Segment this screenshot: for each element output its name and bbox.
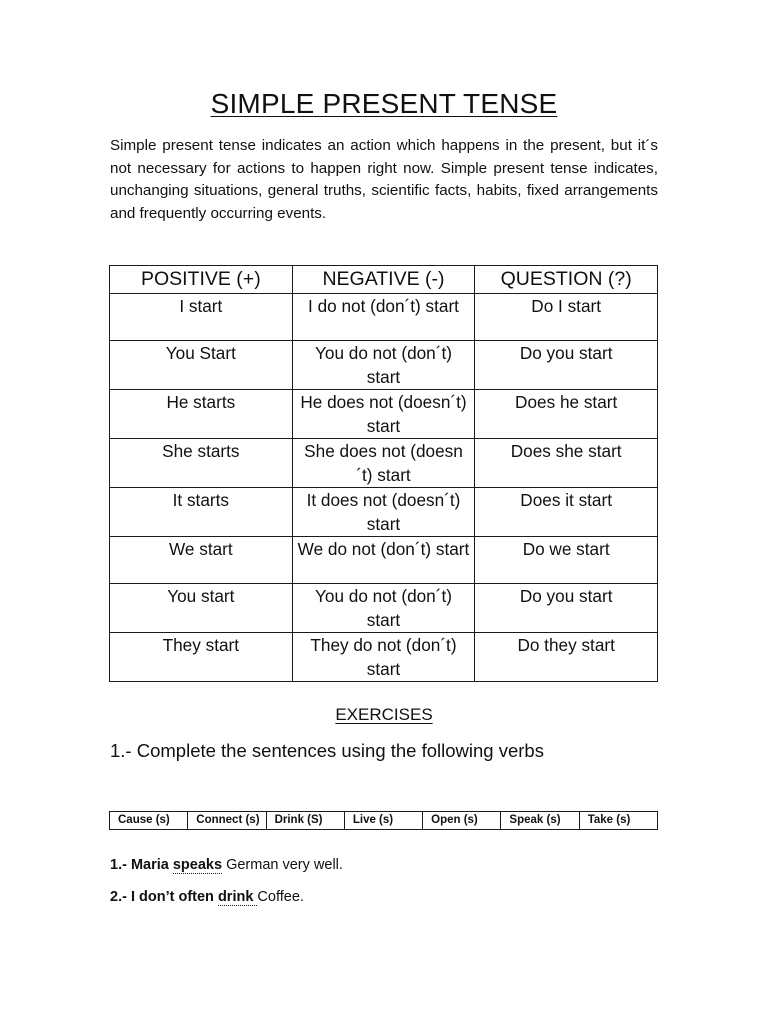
positive-cell: You Start <box>110 341 293 390</box>
page-title: SIMPLE PRESENT TENSE <box>210 88 558 119</box>
table-row <box>110 439 658 488</box>
negative-cell: You do not (don´t) start <box>292 584 475 633</box>
exercise-sentence-2 <box>110 889 304 905</box>
negative-cell: We do not (don´t) start <box>292 537 475 584</box>
positive-cell: He starts <box>110 390 293 439</box>
intro-paragraph: Simple present tense indicates an action which happens in the present, but it´s not necessary for actions to happen right now. Simple present tense indicates, unchanging situations, general truths, scientific facts, habits, fixed arrangements and frequently occurring events. <box>110 137 658 222</box>
sentence-prefix: 2.- I don’t often <box>110 889 218 905</box>
sentence-answer: drink <box>217 889 258 905</box>
negative-cell: You do not (don´t) start <box>292 341 475 390</box>
verb-cell: Open (s) <box>423 812 501 830</box>
negative-cell: I do not (don´t) start <box>292 294 475 341</box>
table-row <box>110 488 658 537</box>
table-row <box>110 341 658 390</box>
negative-cell: It does not (doesn´t) start <box>292 488 475 537</box>
negative-cell: He does not (doesn´t) start <box>292 390 475 439</box>
question-cell: Do we start <box>475 537 658 584</box>
verb-cell: Cause (s) <box>110 812 188 830</box>
positive-cell: You start <box>110 584 293 633</box>
sentence-suffix: Coffee. <box>257 889 304 905</box>
table-row <box>110 537 658 584</box>
sentence-suffix: German very well. <box>222 857 343 873</box>
verb-cell: Drink (S) <box>266 812 344 830</box>
question-cell: Do I start <box>475 294 658 341</box>
positive-cell: They start <box>110 633 293 682</box>
exercises-heading: EXERCISES <box>335 705 433 724</box>
verb-cell: Speak (s) <box>501 812 579 830</box>
verb-cell: Live (s) <box>344 812 422 830</box>
verb-cell: Connect (s) <box>188 812 266 830</box>
positive-cell: It starts <box>110 488 293 537</box>
positive-cell: I start <box>110 294 293 341</box>
exercise-sentence-1 <box>110 857 343 873</box>
header-negative: NEGATIVE (-) <box>292 266 475 294</box>
question-cell: Does it start <box>475 488 658 537</box>
table-row <box>110 633 658 682</box>
table-header-row <box>110 266 658 294</box>
conjugation-table <box>109 265 658 682</box>
negative-cell: They do not (don´t) start <box>292 633 475 682</box>
verb-bank-row <box>110 812 658 830</box>
positive-cell: She starts <box>110 439 293 488</box>
table-row <box>110 390 658 439</box>
header-question: QUESTION (?) <box>475 266 658 294</box>
sentence-answer: speaks <box>172 857 223 873</box>
positive-cell: We start <box>110 537 293 584</box>
verb-cell: Take (s) <box>579 812 657 830</box>
question-cell: Do you start <box>475 584 658 633</box>
table-row <box>110 294 658 341</box>
question-cell: Do they start <box>475 633 658 682</box>
question-cell: Does he start <box>475 390 658 439</box>
sentence-prefix: 1.- Maria <box>110 857 173 873</box>
exercise-instruction: 1.- Complete the sentences using the following verbs <box>110 740 544 761</box>
verb-bank-table <box>109 811 658 830</box>
header-positive: POSITIVE (+) <box>110 266 293 294</box>
negative-cell: She does not (doesn´t) start <box>292 439 475 488</box>
table-row <box>110 584 658 633</box>
question-cell: Does she start <box>475 439 658 488</box>
question-cell: Do you start <box>475 341 658 390</box>
